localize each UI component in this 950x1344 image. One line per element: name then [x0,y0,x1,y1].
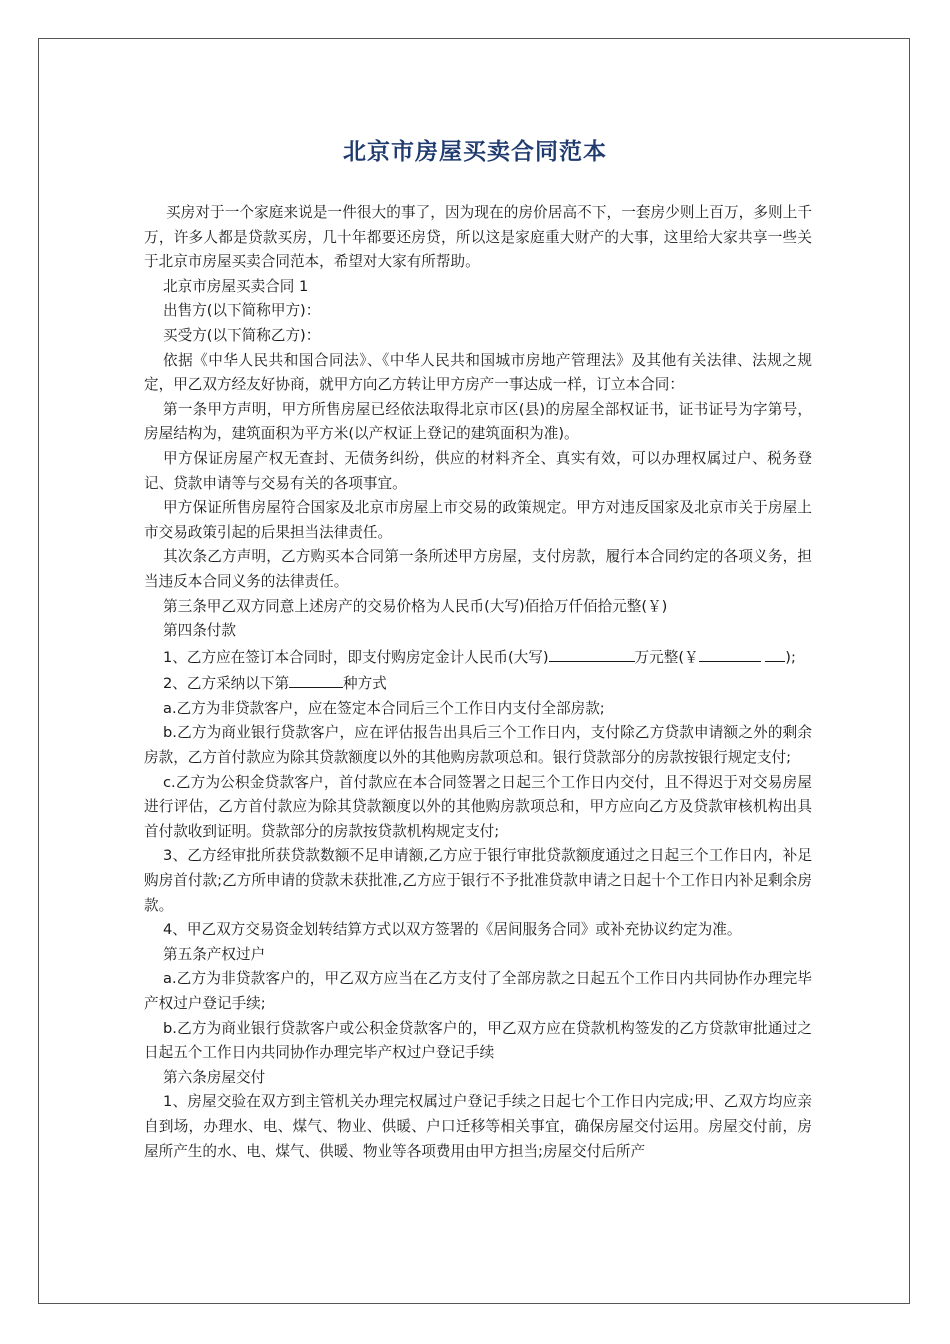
payment-clause-1 [144,644,812,671]
seller-guarantee-1: 甲方保证房屋产权无查封、无债务纠纷，供应的材料齐全、真实有效，可以办理权属过户、税务登记、贷款申请等与交易有关的各项事宜。 [144,449,812,492]
article-1-paragraph: 第一条甲方声明，甲方所售房屋已经依法取得北京市区(县)的房屋全部权证书，证书证号为字第号，房屋结构为，建筑面积为平方米(以产权证上登记的建筑面积为准)。 [144,400,812,443]
intro-paragraph: 买房对于一个家庭来说是一件很大的事了，因为现在的房价居高不下，一套房少则上百万，多则上千万，许多人都是贷款买房，几十年都要还房贷，所以这是家庭重大财产的大事，这里给大家共享一些关于北京市房屋买卖合同范本，希望对大家有所帮助。 [144,204,812,271]
article-6-heading: 第六条房屋交付 [163,1068,266,1086]
article-4-heading: 第四条付款 [163,622,236,640]
deposit-figure-blank-end [765,644,785,662]
article-2-paragraph: 其次条乙方声明，乙方购买本合同第一条所述甲方房屋，支付房款，履行本合同约定的各项义务，担当违反本合同义务的法律责任。 [144,548,812,590]
article-5-heading: 第五条产权过户 [163,945,266,963]
legal-basis-paragraph: 依据《中华人民共和国合同法》、《中华人民共和国城市房地产管理法》及其他有关法律、法规之规定，甲乙双方经友好协商，就甲方向乙方转让甲方房产一事达成一样，订立本合同： [144,351,812,394]
payment-clause-2-text-b: 种方式 [343,675,387,693]
payment-clause-4: 4、甲乙双方交易资金划转结算方式以双方签署的《居间服务合同》或补充协议约定为准。 [163,921,742,939]
document-title: 北京市房屋买卖合同范本 [343,139,607,165]
transfer-option-a: a.乙方为非贷款客户的，甲乙双方应当在乙方支付了全部房款之日起五个工作日内共同协作办理完毕产权过户登记手续; [144,970,812,1012]
seller-line: 出售方(以下简称甲方)： [163,302,321,320]
payment-method-blank [289,670,343,688]
payment-option-a: a.乙方为非贷款客户，应在签定本合同后三个工作日内支付全部房款; [163,699,605,717]
payment-clause-1-text-a: 1、乙方应在签订本合同时，即支付购房定金计人民币(大写) [163,648,549,666]
payment-clause-1-text-b: 万元整(￥ [634,648,699,666]
transfer-option-b: b.乙方为商业银行贷款客户或公积金贷款客户的，甲乙双方应在贷款机构签发的乙方贷款审批通过之日起五个工作日内共同协作办理完毕产权过户登记手续 [144,1019,812,1062]
deposit-figure-blank [699,644,761,662]
payment-clause-1-text-c: ); [785,648,796,666]
document-body [144,201,812,1164]
payment-clause-2 [144,670,812,697]
payment-option-b: b.乙方为商业银行贷款客户，应在评估报告出具后三个工作日内，支付除乙方贷款申请额之外的剩余房款，乙方首付款应为除其贷款额度以外的其他购房款项总和。银行贷款部分的房款按银行规定支付; [144,724,812,767]
article-3-paragraph: 第三条甲乙双方同意上述房产的交易价格为人民币(大写)佰拾万仟佰拾元整(￥) [163,597,668,615]
payment-clause-2-text-a: 2、乙方采纳以下第 [163,675,290,693]
contract-heading: 北京市房屋买卖合同 1 [163,277,309,295]
payment-clause-3: 3、乙方经审批所获贷款数额不足申请额,乙方应于银行审批贷款额度通过之日起三个工作日内，补足购房首付款;乙方所申请的贷款未获批准,乙方应于银行不予批准贷款申请之日起十个工作日内补足剩余房款。 [144,847,812,914]
deposit-amount-blank [549,644,635,662]
delivery-clause-1: 1、房屋交验在双方到主管机关办理完权属过户登记手续之日起七个工作日内完成;甲、乙双方均应亲自到场，办理水、电、煤气、物业、供暖、户口迁移等相关事宜，确保房屋交付运用。房屋交付前，房屋所产生的水、电、煤气、供暖、物业等各项费用由甲方担当;房屋交付后所产 [144,1093,812,1160]
seller-guarantee-2: 甲方保证所售房屋符合国家及北京市房屋上市交易的政策规定。甲方对违反国家及北京市关于房屋上市交易政策引起的后果担当法律责任。 [144,499,812,541]
payment-option-c: c.乙方为公积金贷款客户，首付款应在本合同签署之日起三个工作日内交付，且不得迟于对交易房屋进行评估，乙方首付款应为除其贷款额度以外的其他购房款项总和，甲方应向乙方及贷款审核机构出具首付款收到证明。贷款部分的房款按贷款机构规定支付; [144,773,812,840]
buyer-line: 买受方(以下简称乙方)： [163,326,321,344]
